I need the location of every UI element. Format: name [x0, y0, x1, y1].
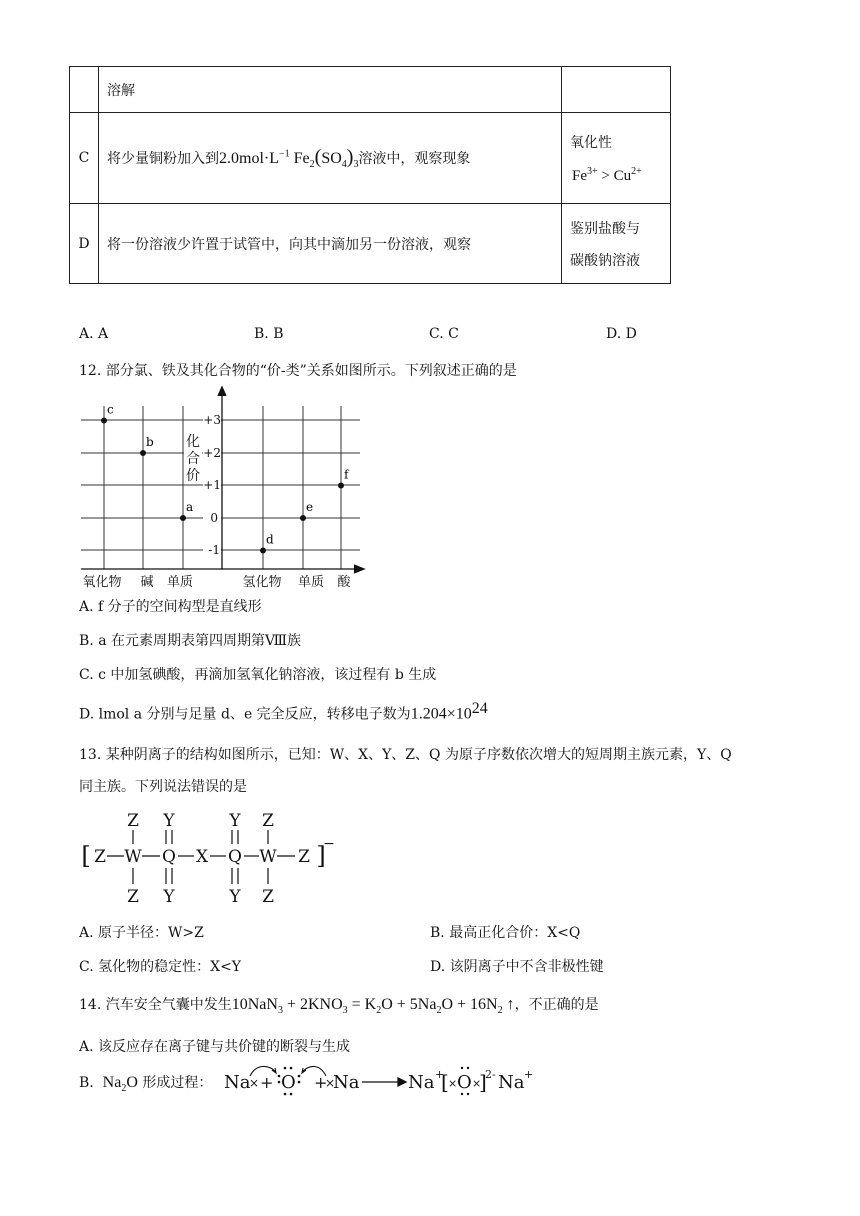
axes	[81, 387, 364, 573]
bracket-close: ]	[316, 842, 326, 870]
point-label-a: a	[186, 500, 194, 514]
purpose-cell	[562, 67, 671, 113]
svg-text:Na: Na	[333, 1072, 360, 1093]
q12-stem: 12. 部分氯、铁及其化合物的“价-类”关系如图所示。下列叙述正确的是	[79, 363, 517, 379]
svg-text:Y: Y	[163, 811, 175, 831]
svg-text:Q: Q	[228, 847, 242, 867]
svg-text:Z: Z	[298, 847, 310, 867]
svg-text:×: ×	[472, 1077, 482, 1090]
table-row	[70, 67, 671, 113]
q12-option-d[interactable]: D. lmol a 分别与足量 d、e 完全反应，转移电子数为$1.204\times 10^{24}$	[79, 700, 488, 723]
point-label-b: b	[146, 435, 154, 449]
svg-text:W: W	[259, 847, 277, 867]
svg-text:合: 合	[186, 451, 200, 467]
bracket-open: [	[81, 842, 91, 870]
anion-structure	[78, 808, 338, 908]
y-axis-title	[184, 432, 202, 484]
svg-text:Na: Na	[498, 1072, 525, 1093]
q12-option-b[interactable]: B. a 在元素周期表第四周期第Ⅷ族	[79, 633, 302, 649]
x-tick-label: 碱	[140, 575, 154, 590]
svg-text:化: 化	[186, 434, 200, 450]
svg-text:2-: 2-	[485, 1068, 496, 1081]
y-tick-labels	[203, 412, 221, 558]
svg-text:+: +	[524, 1068, 534, 1081]
svg-text:Z: Z	[262, 811, 274, 831]
q14-option-b[interactable]: B. $Na_2O$ 形成过程：	[79, 1074, 213, 1095]
svg-text:×: ×	[325, 1076, 336, 1090]
desc-cell-d: 将一份溶液少许置于试管中，向其中滴加另一份溶液，观察	[99, 204, 562, 284]
table-row	[70, 204, 671, 284]
table-row	[70, 113, 671, 204]
y-tick-label: +2	[203, 446, 221, 460]
svg-text:+: +	[314, 1073, 328, 1092]
point-label-f: f	[344, 467, 349, 482]
svg-text:Y: Y	[229, 887, 241, 907]
charge: −	[323, 836, 335, 852]
svg-text:价: 价	[186, 468, 200, 484]
q14-option-a[interactable]: A. 该反应存在离子键与共价键的断裂与生成	[79, 1039, 351, 1055]
svg-text:Z: Z	[262, 887, 274, 907]
q11-option-b[interactable]: B. B	[254, 326, 284, 342]
point-c	[101, 418, 107, 424]
point-f	[338, 483, 344, 489]
point-d	[260, 548, 266, 554]
purpose-cell-c: 氧化性 $Fe^{3+} > Cu^{2+}$	[562, 113, 671, 204]
svg-text:X: X	[195, 847, 209, 867]
svg-text:W: W	[124, 847, 142, 867]
q11-option-c[interactable]: C. C	[429, 326, 459, 342]
y-tick-label: 0	[210, 511, 218, 525]
valence-class-chart	[78, 384, 368, 590]
q14-stem: 14. 汽车安全气囊中发生$10NaN_3 + 2KNO_3 = K_2O + 5Na_2O + 16N_2$ ↑，不正确的是	[79, 996, 599, 1017]
q11-option-a[interactable]: A. A	[79, 326, 109, 342]
x-tick-label: 氧化物	[82, 575, 122, 590]
concentration: $2.0mol\cdot L^{-1}$ $Fe_2(SO_4)_3$	[219, 145, 359, 171]
row-label-c: C	[70, 113, 99, 204]
svg-text:Q: Q	[162, 847, 176, 867]
q13-stem-line2: 同主族。下列说法错误的是	[79, 779, 247, 795]
svg-text:+: +	[435, 1068, 445, 1081]
data-points	[101, 403, 350, 554]
purpose-cell-d: 鉴别盐酸与 碳酸钠溶液	[562, 204, 671, 284]
svg-text:Na: Na	[408, 1072, 435, 1093]
x-tick-label: 酸	[337, 575, 351, 590]
q13-option-a[interactable]: A. 原子半径：W>Z	[79, 925, 204, 941]
point-a	[180, 515, 186, 521]
point-label-e: e	[306, 500, 314, 514]
svg-text:+: +	[260, 1073, 274, 1092]
q13-stem-line1: 13. 某种阴离子的结构如图所示，已知：W、X、Y、Z、Q 为原子序数依次增大的短周期主族元素，Y、Q	[79, 747, 732, 763]
row-label-d: D	[70, 204, 99, 284]
experiment-table	[69, 66, 671, 284]
point-label-c: c	[107, 402, 114, 417]
desc-cell-c: 将少量铜粉加入到$2.0mol\cdot L^{-1}$ $Fe_2(SO_4)_3$溶液中，观察现象	[99, 113, 562, 204]
svg-text:O: O	[281, 1072, 296, 1093]
desc-cell: 溶解	[99, 67, 562, 113]
svg-text:[: [	[441, 1070, 449, 1094]
q11-option-d[interactable]: D. D	[606, 326, 637, 342]
q13-option-c[interactable]: C. 氢化物的稳定性：X<Y	[79, 959, 242, 975]
x-tick-label: 单质	[297, 575, 325, 590]
svg-text:Y: Y	[229, 811, 241, 831]
na2o-formation-process	[222, 1060, 532, 1102]
point-label-d: d	[266, 532, 274, 547]
point-b	[140, 450, 146, 456]
x-tick-label: 单质	[166, 575, 194, 590]
y-tick-label: -1	[208, 543, 220, 557]
svg-text:×: ×	[249, 1076, 260, 1090]
reaction-equation: $10NaN_3 + 2KNO_3 = K_2O + 5Na_2O + 16N_2$ ↑	[231, 996, 515, 1017]
q12-option-a[interactable]: A. f 分子的空间构型是直线形	[79, 599, 262, 615]
svg-text:Na: Na	[224, 1072, 251, 1093]
point-e	[300, 515, 306, 521]
svg-text:]: ]	[479, 1070, 487, 1094]
svg-text:Y: Y	[163, 887, 175, 907]
y-tick-label: +3	[203, 413, 221, 427]
q12-option-c[interactable]: C. c 中加氢碘酸，再滴加氢氧化钠溶液，该过程有 b 生成	[79, 667, 437, 683]
svg-text:Z: Z	[127, 887, 139, 907]
category-labels	[82, 574, 351, 590]
q13-option-b[interactable]: B. 最高正化合价：X<Q	[430, 925, 581, 941]
y-tick-label: +1	[203, 478, 221, 492]
svg-text:O: O	[457, 1072, 472, 1093]
oxidizing-order: $Fe^{3+} > Cu^{2+}$	[572, 165, 642, 184]
x-tick-label: 氢化物	[242, 575, 282, 590]
reaction-arrow	[362, 1078, 406, 1086]
q13-option-d[interactable]: D. 该阴离子中不含非极性键	[430, 959, 604, 975]
svg-text:×: ×	[448, 1077, 458, 1090]
svg-text:Z: Z	[94, 847, 106, 867]
svg-text:Z: Z	[127, 811, 139, 831]
row-label-cell	[70, 67, 99, 113]
